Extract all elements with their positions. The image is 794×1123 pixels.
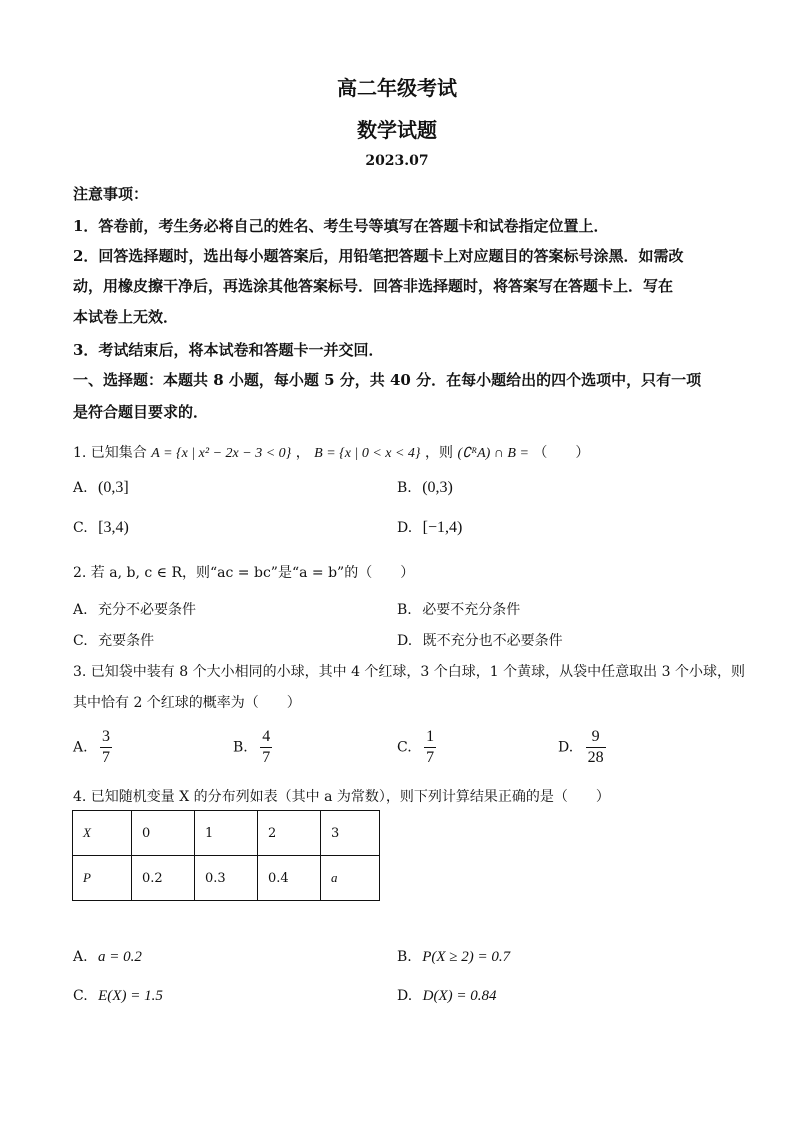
notes-item-1: 1．答卷前，考生务必将自己的姓名、考生号等填写在答题卡和试卷指定位置上． xyxy=(73,217,609,235)
question-3-option-c xyxy=(397,727,436,768)
notes-item-2-line-2: 动，用橡皮擦干净后，再选涂其他答案标号．回答非选择题时，将答案写在答题卡上．写在 xyxy=(73,277,674,295)
section-heading-line-1: 一、选择题：本题共 8 小题，每小题 5 分，共 40 分．在每小题给出的四个选项中，只有一项 xyxy=(73,371,702,389)
option-fraction xyxy=(100,727,112,768)
table-cell: 0.3 xyxy=(195,856,258,901)
option-value: a = 0.2 xyxy=(98,949,142,965)
option-label: A. xyxy=(73,739,88,756)
table-cell: 1 xyxy=(195,811,258,856)
option-label: D. xyxy=(558,739,574,756)
denominator: 7 xyxy=(426,749,435,766)
denominator: 7 xyxy=(262,749,271,766)
option-value: 充要条件 xyxy=(98,633,155,649)
table-row xyxy=(73,811,380,856)
option-label: B. xyxy=(397,949,412,965)
question-3-stem-line-1: 3. 已知袋中装有 8 个大小相同的小球，其中 4 个红球，3 个白球，1 个黄球，从袋中任意取出 3 个小球，则 xyxy=(73,664,745,680)
notes-item-2-line-1: 2．回答选择题时，选出每小题答案后，用铅笔把答题卡上对应题目的答案标号涂黑．如需改 xyxy=(73,247,684,265)
option-label: A. xyxy=(73,480,88,496)
numerator: 9 xyxy=(586,727,606,748)
question-1-option-c xyxy=(73,519,129,537)
option-label: D. xyxy=(397,633,413,649)
question-3-option-b xyxy=(233,727,272,768)
exam-title: 高二年级考试 xyxy=(337,76,457,100)
question-1-option-d xyxy=(397,519,462,537)
option-value: (0,3) xyxy=(422,479,453,496)
table-cell: 0.2 xyxy=(132,856,195,901)
option-fraction xyxy=(424,727,436,768)
option-value: [−1,4) xyxy=(422,519,463,536)
option-label: B. xyxy=(397,602,412,618)
set-b: B = {x | 0 < x < 4} xyxy=(314,446,421,461)
option-label: A. xyxy=(73,949,88,965)
option-label: B. xyxy=(233,739,248,756)
option-label: D. xyxy=(397,988,413,1004)
question-1-answer-paren: （ ） xyxy=(533,445,590,461)
option-value: 必要不充分条件 xyxy=(422,602,521,618)
notes-item-2-line-3: 本试卷上无效． xyxy=(73,308,179,326)
table-cell: 3 xyxy=(321,811,380,856)
question-1-comma: ， xyxy=(295,445,310,461)
question-1-prefix: 1. 已知集合 xyxy=(73,445,147,461)
section-heading-line-2: 是符合题目要求的． xyxy=(73,403,209,421)
option-value: D(X) = 0.84 xyxy=(422,988,497,1004)
table-cell: X xyxy=(73,811,132,856)
question-4-option-a xyxy=(73,949,142,966)
option-value: 充分不必要条件 xyxy=(98,602,197,618)
option-label: C. xyxy=(73,520,88,536)
question-4-stem: 4. 已知随机变量 X 的分布列如表（其中 a 为常数），则下列计算结果正确的是（ ） xyxy=(73,789,610,805)
question-2-stem: 2. 若 a, b, c ∈ R，则“ac = bc”是“a = b”的（ ） xyxy=(73,565,415,581)
option-value: (0,3] xyxy=(98,479,129,496)
question-1-stem xyxy=(73,442,589,462)
question-3-option-a xyxy=(73,727,112,768)
option-value: 既不充分也不必要条件 xyxy=(422,633,563,649)
option-value: [3,4) xyxy=(98,519,129,536)
option-fraction xyxy=(586,727,606,768)
notes-heading: 注意事项： xyxy=(73,185,149,203)
table-row xyxy=(73,856,380,901)
exam-date: 2023.07 xyxy=(365,153,429,169)
numerator: 3 xyxy=(100,727,112,748)
numerator: 4 xyxy=(260,727,272,748)
question-1-expression: (∁ᴿA) ∩ B = xyxy=(457,446,529,461)
exam-subject: 数学试题 xyxy=(357,118,437,142)
distribution-table xyxy=(72,810,380,901)
option-value: E(X) = 1.5 xyxy=(98,988,163,1004)
option-fraction xyxy=(260,727,272,768)
numerator: 1 xyxy=(424,727,436,748)
option-label: D. xyxy=(397,520,413,536)
set-a: A = {x | x² − 2x − 3 < 0} xyxy=(151,446,292,461)
question-1-option-a xyxy=(73,479,129,497)
option-label: C. xyxy=(397,739,412,756)
question-4-option-b xyxy=(397,949,510,966)
question-2-option-c xyxy=(73,630,154,650)
denominator: 28 xyxy=(587,749,604,766)
question-4-option-c xyxy=(73,988,163,1005)
option-value: P(X ≥ 2) = 0.7 xyxy=(422,949,511,965)
option-label: B. xyxy=(397,480,412,496)
question-3-stem-line-2: 其中恰有 2 个红球的概率为（ ） xyxy=(73,695,301,711)
option-label: A. xyxy=(73,602,88,618)
question-2-option-d xyxy=(397,630,563,650)
option-label: C. xyxy=(73,988,88,1004)
table-cell: P xyxy=(73,856,132,901)
table-cell: a xyxy=(321,856,380,901)
question-2-option-a xyxy=(73,599,196,619)
notes-item-3: 3．考试结束后，将本试卷和答题卡一并交回． xyxy=(73,341,384,359)
question-4-option-d xyxy=(397,988,497,1005)
question-2-option-b xyxy=(397,599,520,619)
question-3-option-d xyxy=(558,727,606,768)
table-cell: 2 xyxy=(258,811,321,856)
question-1-option-b xyxy=(397,479,453,497)
denominator: 7 xyxy=(102,749,111,766)
question-1-then: ，则 xyxy=(424,445,453,461)
table-cell: 0 xyxy=(132,811,195,856)
option-label: C. xyxy=(73,633,88,649)
table-cell: 0.4 xyxy=(258,856,321,901)
